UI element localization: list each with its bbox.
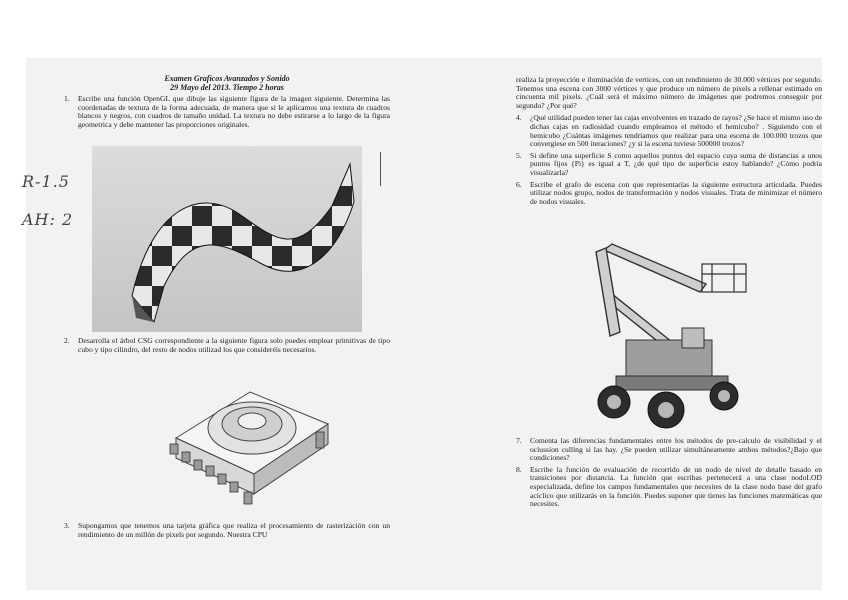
exam-subtitle: 29 Mayo del 2013. Tiempo 2 horas (170, 83, 284, 92)
question-number: 6. (516, 179, 522, 189)
question-text: Supongamos que tenemos una tarjeta gráfica que realiza el procesamiento de rasterización con un rendimiento de un millón de pixels por segundo. Nuestra CPU (78, 521, 390, 539)
pen-mark (380, 152, 381, 186)
figure-checkered-ribbon (92, 146, 362, 332)
left-column (64, 74, 390, 132)
question-text: Escribe el grafo de escena con que representarías la siguiente estructura articulada. Puedes utilizar nodos grupo, nodos de transformación y nodos visuales. Trata de minimizar el número de nodos visuales. (530, 179, 822, 206)
question-text: Escribe una función OpenGL que dibuje las siguiente figura de la imagen siguiente. Determina las coordenadas de textura de la forma adecuada, de manera que si le aplicamos una textura de cuadros blancos y negros, con cuadros de tamaño unidad. La textura no debe estirarse a lo largo de la figura geometrica y debe mantener las proporciones originales. (78, 94, 390, 129)
question-text: ¿Qué utilidad pueden tener las cajas envolventes en trazado de rayos? ¿Se hace el mismo uso de dichas cajas en radiosidad cuando empleamos el método el hemicubo? . Siguiendo con el hemicubo ¿Cuántas imágenes tendríamos que realizar para una escena de 100.000 trozos que convergiese en 500 iteraciones? ¿y si la escena tuviese 500000 trozos? (530, 113, 822, 149)
question-3-continued: realiza la proyección e iluminación de vertices, con un rendimiento de 30.000 vértices por segundo. Tenemos una escena con 3000 vértices y que produce un número de pixels a rellenar estimado en cincuenta mil pixels. ¿Cuál será el máximo número de imágenes que podremos conseguir por segundo? ¿Por qué? (516, 75, 822, 110)
question-text: Si define una superficie S como aquellos puntos del espacio cuya suma de distancias a unos puntos fijos {Pi} es igual a T, ¿de qué tipo de superficie estoy hablando? ¿Cómo podría visualizarla? (530, 150, 822, 177)
question-number: 8. (516, 464, 522, 474)
question-text: Desarrolla el árbol CSG correspondiente a la siguiente figura solo puedes emplear primitivas de tipo cubo y tipo cilindro, del resto de nodos utilizad los que consideréis necesarios. (78, 336, 390, 354)
left-column-q2 (64, 337, 390, 357)
question-text: Comenta las diferencias fundamentales entre los métodos de pre-calculo de visibilidad y el oclussion culling si las hay. ¿Se pueden utilizar simultáneamente ambos métodos?¿Bajo que condiciones? (530, 436, 822, 463)
figure-csg-object (156, 366, 344, 512)
question-number: 1. (64, 94, 70, 103)
left-column-q3 (64, 522, 390, 542)
question-2 (64, 337, 390, 354)
question-number: 2. (64, 336, 70, 345)
question-1 (64, 95, 390, 129)
right-column (516, 76, 822, 209)
question-number: 5. (516, 150, 522, 160)
question-4 (516, 114, 822, 148)
handwritten-note-1: R-1.5 (22, 172, 70, 191)
question-3 (64, 522, 390, 539)
figure-articulated-lift (586, 240, 752, 436)
question-8 (516, 466, 822, 509)
question-number: 3. (64, 521, 70, 530)
question-7 (516, 437, 822, 463)
question-5 (516, 152, 822, 178)
handwritten-note-2: AH: 2 (22, 210, 74, 229)
question-text: Escribe la función de evaluación de recorrido de un nodo de nivel de detalle basado en transiciones por distancia. La función que escribas pertenecerá a una clase nodoLOD especializada, define los campos fundamentales que necesites de la clase nodo base del grafo acíclico que utilizarás en la función. Puedes suponer que tienes las funciones matemáticas que necesites. (530, 464, 822, 509)
question-number: 7. (516, 436, 522, 445)
right-column-lower (516, 437, 822, 512)
question-number: 4. (516, 113, 522, 123)
exam-title: Examen Graficos Avanzados y Sonido (164, 74, 290, 83)
question-6 (516, 181, 822, 207)
